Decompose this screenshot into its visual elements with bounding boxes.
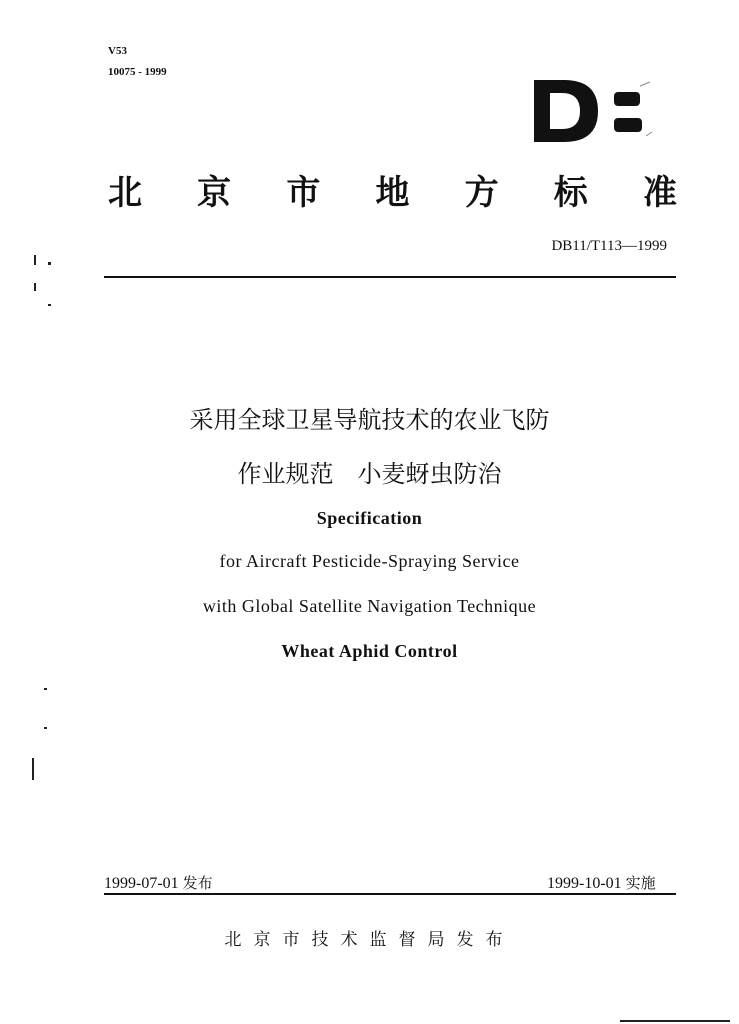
- scan-artifact: [44, 727, 47, 729]
- record-number: 10075 - 1999: [108, 66, 167, 78]
- publish-date-line: [104, 872, 213, 893]
- effective-label: 实施: [625, 874, 656, 892]
- scan-artifact: [44, 688, 47, 690]
- title-en-line1: Specification: [316, 508, 423, 528]
- standard-type-char: 市: [286, 172, 322, 213]
- effective-date: 1999-10-01: [547, 875, 622, 892]
- footer-divider: [104, 893, 676, 895]
- publish-date: 1999-07-01: [104, 875, 179, 892]
- scan-artifact: [32, 758, 34, 780]
- title-cn-line1: 采用全球卫星导航技术的农业飞防: [189, 406, 550, 434]
- title-en-line2: for Aircraft Pesticide-Spraying Service: [219, 551, 520, 571]
- classification-code: V53: [108, 45, 127, 57]
- publish-label: 发布: [182, 874, 213, 892]
- standard-type-char: 方: [464, 172, 500, 213]
- scan-artifact: [48, 304, 51, 306]
- standard-type-char: 准: [642, 172, 678, 213]
- title-cn-line2: 作业规范 小麦蚜虫防治: [237, 460, 502, 488]
- scan-artifact: [34, 283, 36, 291]
- header-divider: [104, 276, 676, 278]
- title-en-line3: with Global Satellite Navigation Technique: [202, 596, 537, 616]
- effective-date-line: [547, 872, 656, 893]
- standard-type-char: 地: [375, 172, 411, 213]
- scan-artifact: [34, 255, 36, 265]
- standard-type-char: 北: [108, 172, 143, 213]
- scan-artifact: [620, 1020, 730, 1022]
- standard-type-char: 标: [553, 172, 589, 213]
- standard-code: DB11/T113—1999: [551, 238, 667, 254]
- title-en-line4: Wheat Aphid Control: [281, 641, 458, 661]
- db-logo: [528, 62, 658, 152]
- standard-type-char: 京: [197, 172, 233, 213]
- scan-artifact: [48, 262, 51, 265]
- standard-type-title: [108, 164, 678, 214]
- publisher: 北京市技术监督局发布: [224, 930, 515, 950]
